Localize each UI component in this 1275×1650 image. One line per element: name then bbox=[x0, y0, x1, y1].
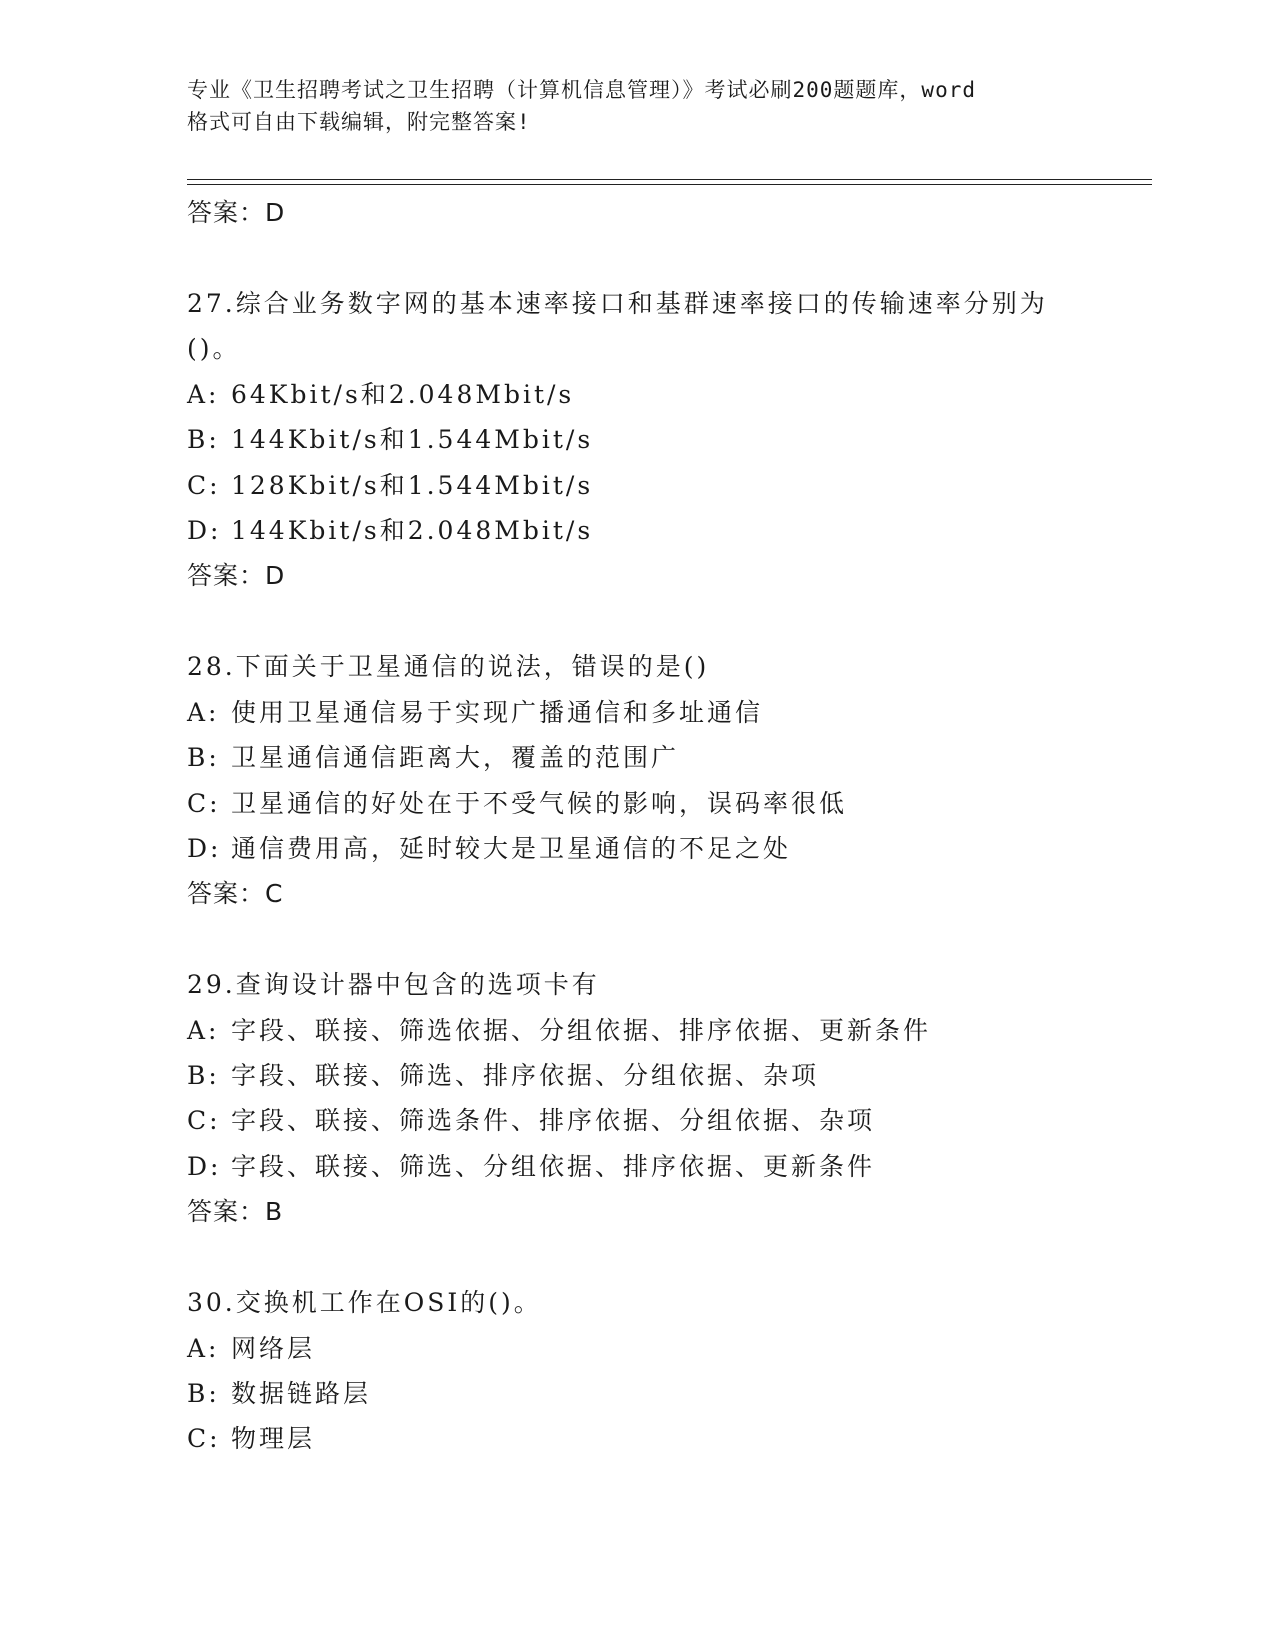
option-text: 使用卫星通信易于实现广播通信和多址通信 bbox=[231, 697, 764, 727]
option-label: D: bbox=[187, 1151, 222, 1181]
option-item bbox=[187, 781, 1152, 826]
option-label: B: bbox=[187, 1379, 220, 1409]
question-block bbox=[187, 962, 1152, 1235]
question-stem: 29.查询设计器中包含的选项卡有 bbox=[187, 970, 600, 1000]
option-item bbox=[187, 735, 1152, 780]
option-label: C: bbox=[187, 1106, 221, 1136]
option-label: B: bbox=[187, 1061, 220, 1091]
option-text: 144Kbit/s和2.048Mbit/s bbox=[231, 515, 594, 545]
option-label: A: bbox=[187, 1015, 220, 1045]
option-label: B: bbox=[187, 743, 220, 773]
question-block bbox=[187, 281, 1152, 599]
option-text: 字段、联接、筛选、排序依据、分组依据、杂项 bbox=[231, 1061, 820, 1091]
question-stem: 28.下面关于卫星通信的说法，错误的是() bbox=[187, 652, 710, 682]
option-item bbox=[187, 417, 1152, 462]
option-text: 字段、联接、筛选、分组依据、排序依据、更新条件 bbox=[231, 1151, 876, 1181]
option-label: C: bbox=[187, 470, 221, 500]
question-list bbox=[187, 190, 1152, 1462]
option-label: C: bbox=[187, 1424, 221, 1454]
option-text: 通信费用高，延时较大是卫星通信的不足之处 bbox=[231, 833, 792, 863]
option-text: 数据链路层 bbox=[231, 1379, 372, 1409]
option-label: A: bbox=[187, 1333, 220, 1363]
answer-line: 答案：D bbox=[187, 198, 286, 227]
option-text: 64Kbit/s和2.048Mbit/s bbox=[231, 379, 575, 409]
option-item bbox=[187, 1098, 1152, 1143]
answer-line: 答案：D bbox=[187, 561, 286, 591]
option-text: 128Kbit/s和1.544Mbit/s bbox=[231, 470, 594, 500]
option-text: 字段、联接、筛选条件、排序依据、分组依据、杂项 bbox=[231, 1106, 876, 1136]
option-text: 144Kbit/s和1.544Mbit/s bbox=[231, 425, 594, 455]
option-label: A: bbox=[187, 379, 220, 409]
option-text: 字段、联接、筛选依据、分组依据、排序依据、更新条件 bbox=[231, 1015, 932, 1045]
question-block bbox=[187, 644, 1152, 917]
option-label: B: bbox=[187, 425, 220, 455]
option-item bbox=[187, 1008, 1152, 1053]
option-label: D: bbox=[187, 515, 222, 545]
option-item bbox=[187, 1416, 1152, 1461]
option-item bbox=[187, 1144, 1152, 1189]
option-text: 卫星通信的好处在于不受气候的影响，误码率很低 bbox=[231, 788, 848, 818]
question-stem: 30.交换机工作在OSI的()。 bbox=[187, 1288, 542, 1318]
header-divider bbox=[187, 179, 1152, 185]
header-line-2: 格式可自由下载编辑，附完整答案! bbox=[187, 110, 531, 134]
answer-line: 答案：B bbox=[187, 1197, 284, 1227]
option-text: 物理层 bbox=[231, 1424, 316, 1454]
option-label: A: bbox=[187, 697, 220, 727]
option-item bbox=[187, 1371, 1152, 1416]
question-stem-continued: ()。 bbox=[187, 334, 241, 364]
option-item bbox=[187, 463, 1152, 508]
option-item bbox=[187, 372, 1152, 417]
option-text: 卫星通信通信距离大，覆盖的范围广 bbox=[231, 743, 680, 773]
option-label: C: bbox=[187, 788, 221, 818]
option-item bbox=[187, 508, 1152, 553]
answer-line: 答案：C bbox=[187, 879, 284, 909]
option-text: 网络层 bbox=[231, 1333, 316, 1363]
question-stem: 27.综合业务数字网的基本速率接口和基群速率接口的传输速率分别为 bbox=[187, 289, 1048, 318]
option-item bbox=[187, 1326, 1152, 1371]
option-label: D: bbox=[187, 833, 222, 863]
option-item bbox=[187, 826, 1152, 871]
question-block bbox=[187, 1280, 1152, 1462]
document-header bbox=[187, 74, 1087, 138]
option-item bbox=[187, 690, 1152, 735]
option-item bbox=[187, 1053, 1152, 1098]
header-line-1: 专业《卫生招聘考试之卫生招聘（计算机信息管理）》考试必刷200题题库，word bbox=[187, 78, 976, 102]
